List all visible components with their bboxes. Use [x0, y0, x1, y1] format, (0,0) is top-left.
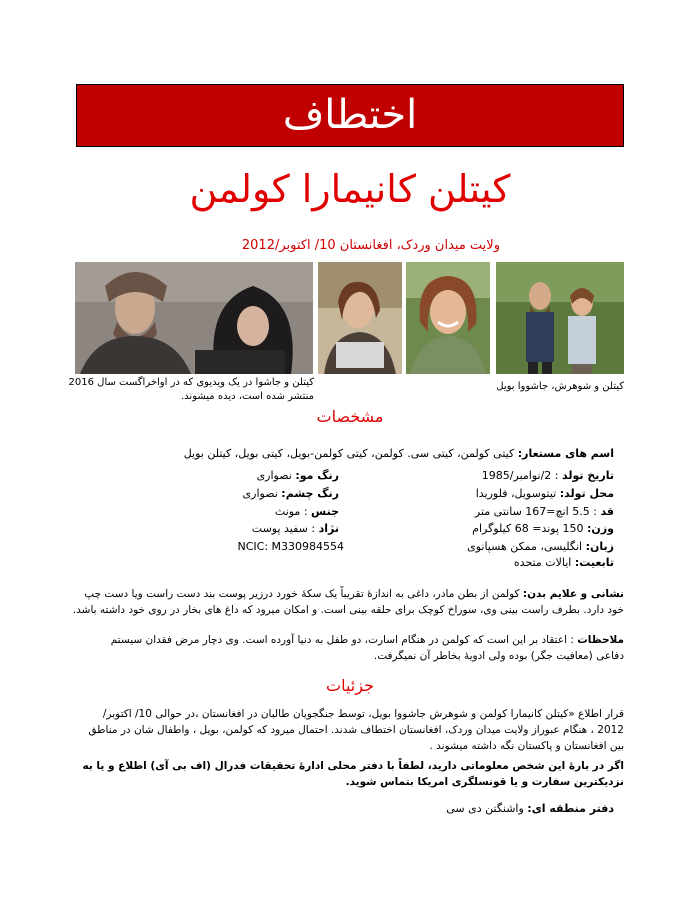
field-value: تیتوسویل، فلوریدا — [475, 487, 560, 500]
field-value: : مونث — [274, 505, 312, 518]
laptop-photo — [318, 262, 402, 374]
field-label: نژاد — [318, 522, 339, 535]
field-value: انگلیسی، ممکن هسپانوی — [467, 540, 586, 553]
particulars-text: قرار اطلاع «کیتلن کانیمارا کولمن و شوهرش جاشووا بویل، توسط جنگجویان طالبان در افغانستان ،در حوالی 10/ اکتوبر/ 2012 ، هنگام عبوراز ولایت میدان وردک، افغانستان اختطاف شدند. احتمال میرود که کولمن، بویل ، واطفال شان در مناطق بین افغانستان و پاکستان نگه داشته میشوند . — [88, 708, 624, 752]
scars-and-marks — [72, 586, 624, 618]
field-label: زبان: — [585, 540, 614, 553]
remarks — [80, 632, 624, 664]
race-row — [252, 522, 339, 535]
field-label: رنگ چشم: — [281, 487, 339, 500]
height-row — [475, 505, 614, 518]
smiling-portrait-photo — [406, 262, 490, 374]
aliases-value: کیتی کولمن، کیتی سی. کولمن، کیتی کولمن-بویل، کیتی بویل، کیتلن بویل — [183, 447, 518, 460]
marks-label: نشانی و علایم بدن: — [522, 588, 624, 600]
field-value: : 5.5 انچ=167 سانتی متر — [474, 505, 601, 518]
weight-row — [472, 522, 614, 535]
couple-photo — [496, 262, 624, 374]
contact-text: اگر در بارهٔ این شخص معلوماتی دارید، لطفاً با دفتر محلی ادارهٔ تحقیقات فدرال (اف بی آی) اطلاع و یا به نزدیکترین سفارت و یا قونسلگری امریکا بتماس شوید. — [82, 760, 624, 788]
birth-date-row — [482, 469, 614, 482]
marks-value: کولمن از بطن مادر، داغی به اندازهٔ تقریباً یک سکهٔ خورد درزیر پوست بند دست راست ویا دست چپ خود دارد. بطرف راست بینی وی، سوراخ کوچک برای حلقه بینی است. و امکان میرود که داغ های بخار در روی خود داشته باشد. — [72, 588, 624, 616]
field-label: تاریخ تولد — [562, 469, 614, 482]
language-row — [467, 540, 614, 553]
field-office-row — [446, 802, 614, 815]
field-office-value: واشنگتن دی سی — [446, 802, 528, 815]
sex-row — [275, 505, 339, 518]
kidnapping-banner: اختطاف — [76, 84, 624, 147]
subject-name: کیتلن کانیمارا کولمن — [189, 167, 511, 211]
field-office-label: دفتر منطقه ای: — [527, 802, 614, 815]
ncic-row — [237, 540, 344, 553]
field-label: تابعیت: — [574, 556, 614, 569]
video-still-photo — [75, 262, 313, 374]
field-value: ایالات متحده — [513, 556, 575, 569]
remarks-label: ملاحظات — [577, 634, 624, 646]
field-label: قد — [600, 505, 614, 518]
field-value: : 2/نوامبر/1985 — [481, 469, 562, 482]
field-value: 150 پوند= 68 کیلوگرام — [472, 522, 588, 535]
eye-color-row — [243, 487, 339, 500]
field-value: : سفید پوست — [251, 522, 319, 535]
location-date: ولایت میدان وردک، افغانستان 10/ اکتوبر/2012 — [241, 238, 500, 253]
nationality-row — [514, 556, 614, 569]
couple-photo-caption: کیتلن و شوهرش، جاشووا بویل — [496, 381, 624, 392]
field-value: نصواری — [256, 469, 296, 482]
field-value: نصواری — [242, 487, 282, 500]
particulars-heading: جزئیات — [326, 676, 374, 695]
hair-color-row — [257, 469, 339, 482]
field-label: رنگ مو: — [295, 469, 339, 482]
aliases-label: اسم های مستعار: — [517, 447, 614, 460]
field-value: NCIC: M330984554 — [237, 540, 344, 553]
field-label: محل تولد: — [559, 487, 614, 500]
field-label: جنس — [311, 505, 339, 518]
birth-place-row — [476, 487, 614, 500]
field-label: وزن: — [587, 522, 614, 535]
video-photo-caption: کیتلن و جاشوا در یک ویدیوی که در اواخراگست سال 2016 منتشر شده است، دیده میشوند. — [68, 377, 314, 402]
remarks-value: : اعتقاد بر این است که کولمن در هنگام اسارت، دو طفل به دنیا آورده است. وی دچار مرض فقدان سیستم دفاعی (معافیت جگر) بوده ولی ادویهٔ بخاطر آن نمیگرفت. — [110, 634, 624, 662]
aliases-row — [184, 447, 614, 460]
details-heading: مشخصات — [316, 407, 384, 426]
